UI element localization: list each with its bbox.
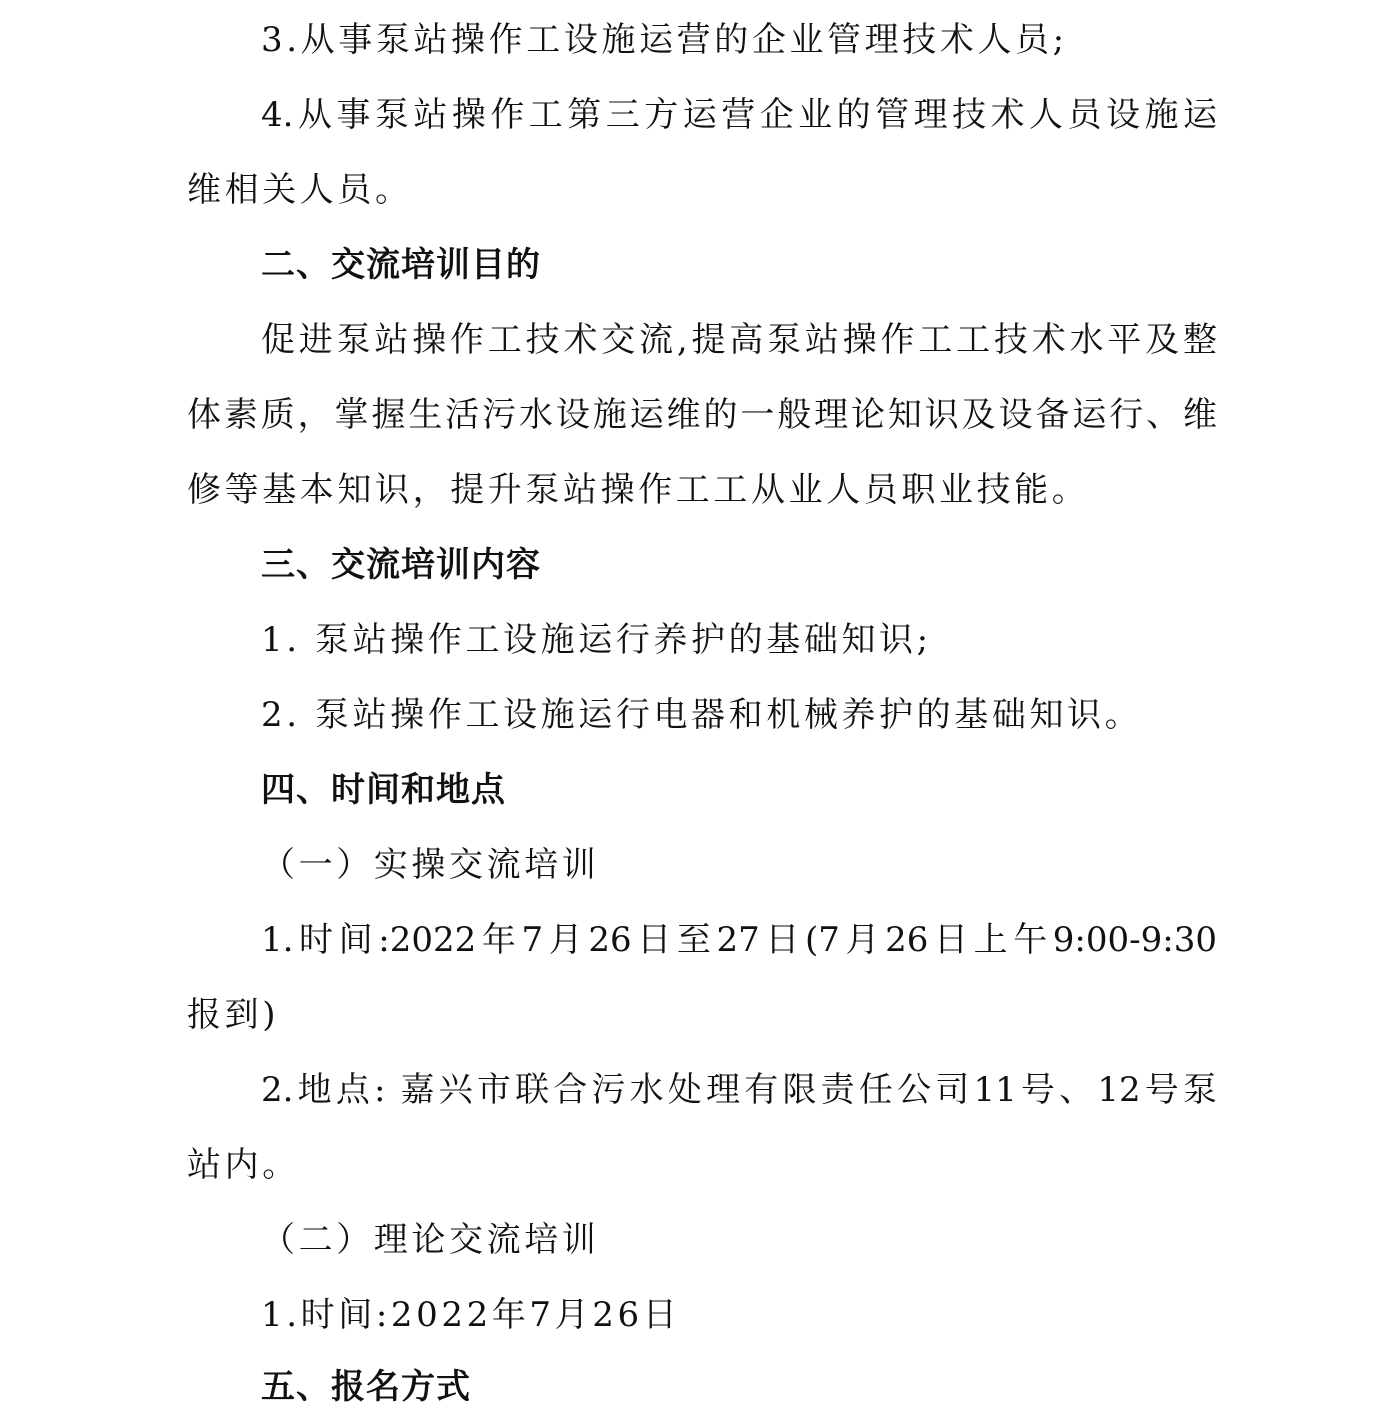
subsection-theory-training: （二）理论交流培训 bbox=[261, 1220, 600, 1260]
purpose-paragraph-line-1: 促进泵站操作工技术交流,提高泵站操作工工技术水平及整 bbox=[261, 320, 1217, 360]
audience-item-4: 4.从事泵站操作工第三方运营企业的管理技术人员设施运 bbox=[261, 95, 1217, 135]
purpose-paragraph-line-3: 修等基本知识，提升泵站操作工工从业人员职业技能。 bbox=[187, 470, 1090, 510]
section-heading-time-place: 四、时间和地点 bbox=[261, 770, 506, 810]
subsection-practical-training: （一）实操交流培训 bbox=[261, 845, 600, 885]
audience-item-3: 3.从事泵站操作工设施运营的企业管理技术人员; bbox=[261, 20, 1068, 60]
audience-item-4-continued: 维相关人员。 bbox=[187, 170, 413, 210]
content-item-1: 1. 泵站操作工设施运行养护的基础知识; bbox=[261, 620, 932, 660]
section-heading-purpose: 二、交流培训目的 bbox=[261, 245, 541, 285]
practical-time: 1.时间:2022年7月26日至27日(7月26日上午9:00-9:30 bbox=[261, 920, 1217, 960]
theory-time: 1.时间:2022年7月26日 bbox=[261, 1295, 681, 1335]
content-item-2: 2. 泵站操作工设施运行电器和机械养护的基础知识。 bbox=[261, 695, 1143, 735]
purpose-paragraph-line-2: 体素质，掌握生活污水设施运维的一般理论知识及设备运行、维 bbox=[187, 395, 1217, 435]
section-heading-registration: 五、报名方式 bbox=[261, 1367, 471, 1407]
practical-location-continued: 站内。 bbox=[187, 1145, 300, 1185]
practical-location: 2.地点: 嘉兴市联合污水处理有限责任公司11号、12号泵 bbox=[261, 1070, 1217, 1110]
practical-time-continued: 报到) bbox=[187, 995, 280, 1035]
section-heading-content: 三、交流培训内容 bbox=[261, 545, 541, 585]
